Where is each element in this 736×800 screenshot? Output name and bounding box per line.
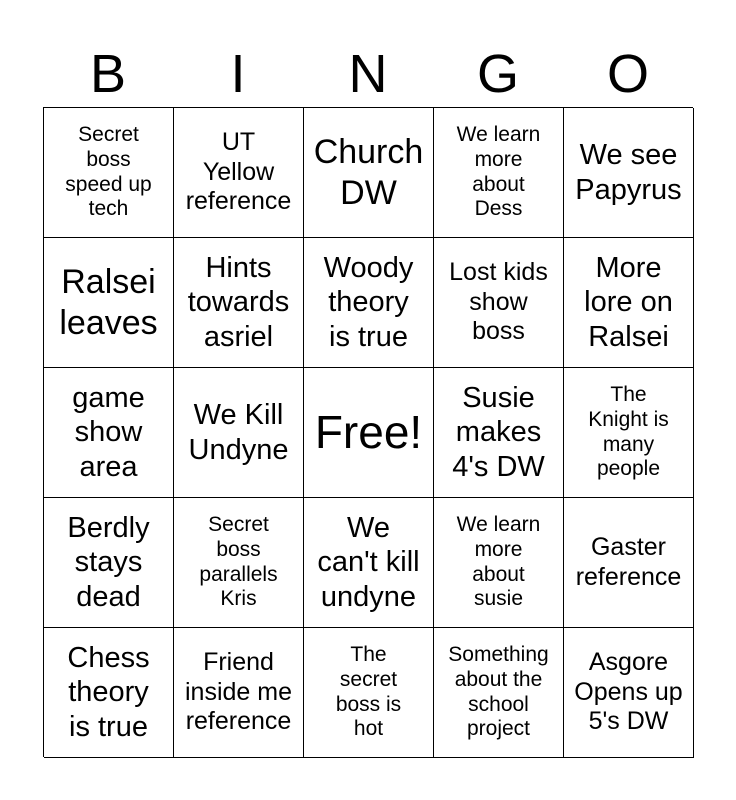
bingo-cell[interactable]: Secret boss parallels Kris [174, 498, 304, 628]
bingo-cell[interactable]: UT Yellow reference [174, 108, 304, 238]
header-letter-o: O [606, 44, 649, 104]
bingo-cell[interactable]: More lore on Ralsei [564, 238, 694, 368]
bingo-cell[interactable]: Secret boss speed up tech [44, 108, 174, 238]
bingo-cell[interactable]: Something about the school project [434, 628, 564, 758]
bingo-cell[interactable]: Church DW [304, 108, 434, 238]
bingo-cell[interactable]: game show area [44, 368, 174, 498]
header-letter-g: G [476, 44, 519, 104]
header-letter-i: I [230, 44, 246, 104]
bingo-cell[interactable]: We Kill Undyne [174, 368, 304, 498]
bingo-cell[interactable]: We learn more about susie [434, 498, 564, 628]
header-letter-n: N [348, 44, 388, 104]
bingo-cell[interactable]: Friend inside me reference [174, 628, 304, 758]
bingo-header [43, 40, 693, 108]
bingo-cell[interactable]: We can't kill undyne [304, 498, 434, 628]
bingo-cell[interactable]: We see Papyrus [564, 108, 694, 238]
bingo-board [43, 107, 693, 757]
bingo-cell[interactable]: Lost kids show boss [434, 238, 564, 368]
bingo-cell[interactable]: Gaster reference [564, 498, 694, 628]
bingo-cell[interactable]: Asgore Opens up 5's DW [564, 628, 694, 758]
bingo-cell[interactable]: Chess theory is true [44, 628, 174, 758]
bingo-cell[interactable]: The Knight is many people [564, 368, 694, 498]
bingo-cell[interactable]: Ralsei leaves [44, 238, 174, 368]
header-letter-b: B [89, 44, 127, 104]
bingo-cell[interactable]: We learn more about Dess [434, 108, 564, 238]
bingo-cell[interactable]: Berdly stays dead [44, 498, 174, 628]
bingo-cell[interactable]: Hints towards asriel [174, 238, 304, 368]
bingo-cell[interactable]: Susie makes 4's DW [434, 368, 564, 498]
bingo-free-space[interactable]: Free! [304, 368, 434, 498]
bingo-cell[interactable]: Woody theory is true [304, 238, 434, 368]
bingo-cell[interactable]: The secret boss is hot [304, 628, 434, 758]
